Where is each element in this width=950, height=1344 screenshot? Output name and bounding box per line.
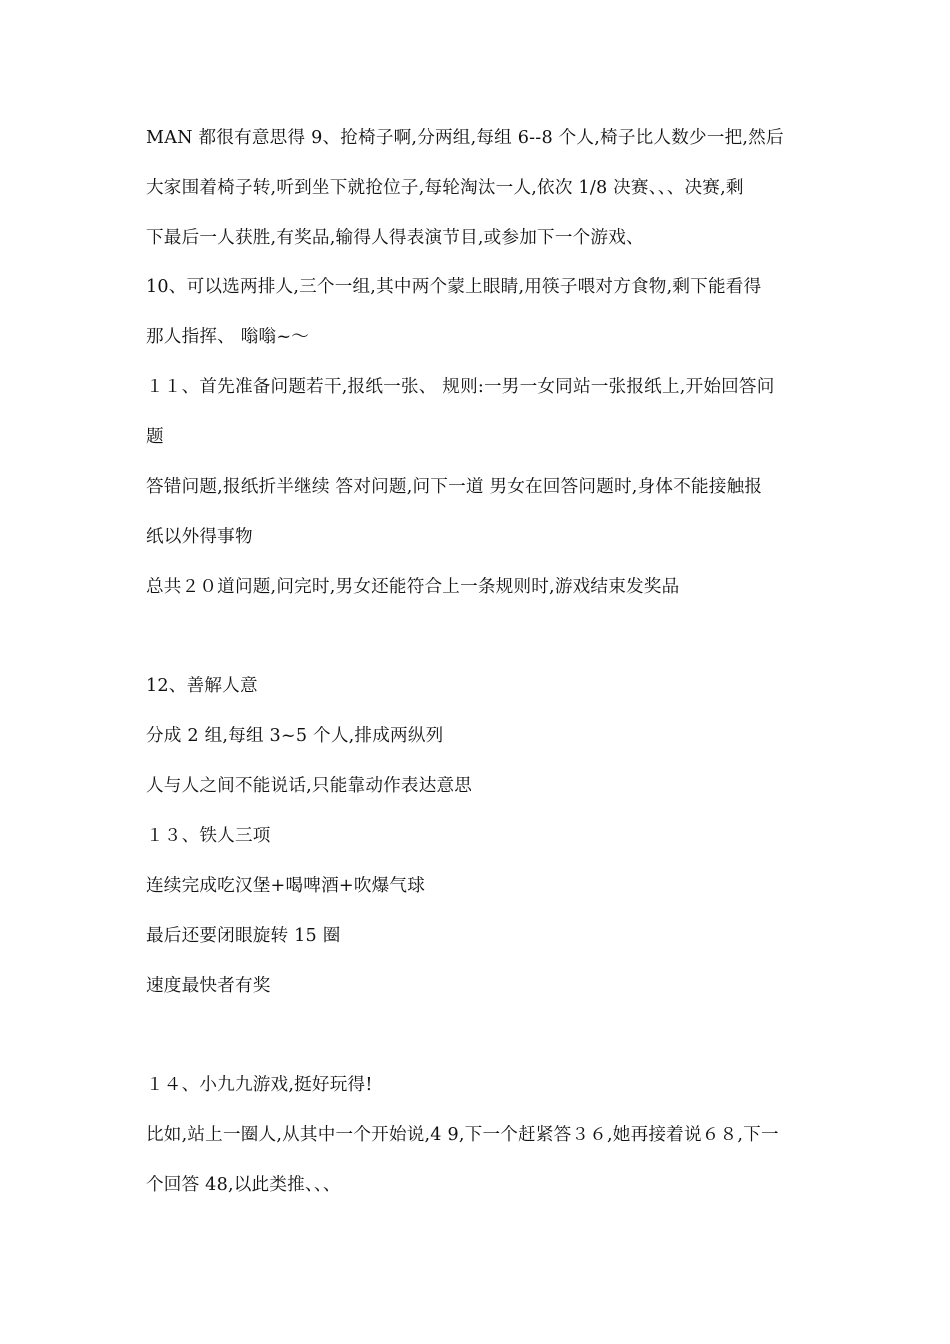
section-heading: １４、小九九游戏,挺好玩得!: [146, 1075, 373, 1095]
text-line: 下最后一人获胜,有奖品,输得人得表演节目,或参加下一个游戏、: [146, 228, 644, 248]
text-line: 分成 2 组,每组 3~5 个人,排成两纵列: [146, 726, 444, 746]
section-heading: １３、铁人三项: [146, 826, 271, 846]
text-line: 大家围着椅子转,听到坐下就抢位子,每轮淘汰一人,依次 1/8 决赛、、、决赛,剩: [146, 178, 744, 198]
text-line: 速度最快者有奖: [146, 976, 271, 996]
section-heading: 12、善解人意: [146, 676, 258, 696]
text-line: 人与人之间不能说话,只能靠动作表达意思: [146, 776, 473, 796]
text-line: 总共２０道问题,问完时,男女还能符合上一条规则时,游戏结束发奖品: [146, 577, 680, 597]
text-line: 题: [146, 427, 164, 447]
text-line: 比如,站上一圈人,从其中一个开始说,4 9,下一个赶紧答３６,她再接着说６８,下一: [146, 1125, 779, 1145]
text-line: 10、可以选两排人,三个一组,其中两个蒙上眼睛,用筷子喂对方食物,剩下能看得: [146, 277, 762, 297]
text-line: 个回答 48,以此类推、、、: [146, 1175, 341, 1195]
text-line: 那人指挥、 嗡嗡~～: [146, 327, 310, 347]
text-line: 纸以外得事物: [146, 527, 253, 547]
text-line: 连续完成吃汉堡+喝啤酒+吹爆气球: [146, 876, 425, 896]
text-line: MAN 都很有意思得 9、抢椅子啊,分两组,每组 6--8 个人,椅子比人数少一把,然后: [146, 128, 784, 148]
text-line: 最后还要闭眼旋转 15 圈: [146, 926, 341, 946]
text-line: 答错问题,报纸折半继续 答对问题,问下一道 男女在回答问题时,身体不能接触报: [146, 477, 763, 497]
text-line: １１、首先准备问题若干,报纸一张、 规则:一男一女同站一张报纸上,开始回答问: [146, 377, 775, 397]
